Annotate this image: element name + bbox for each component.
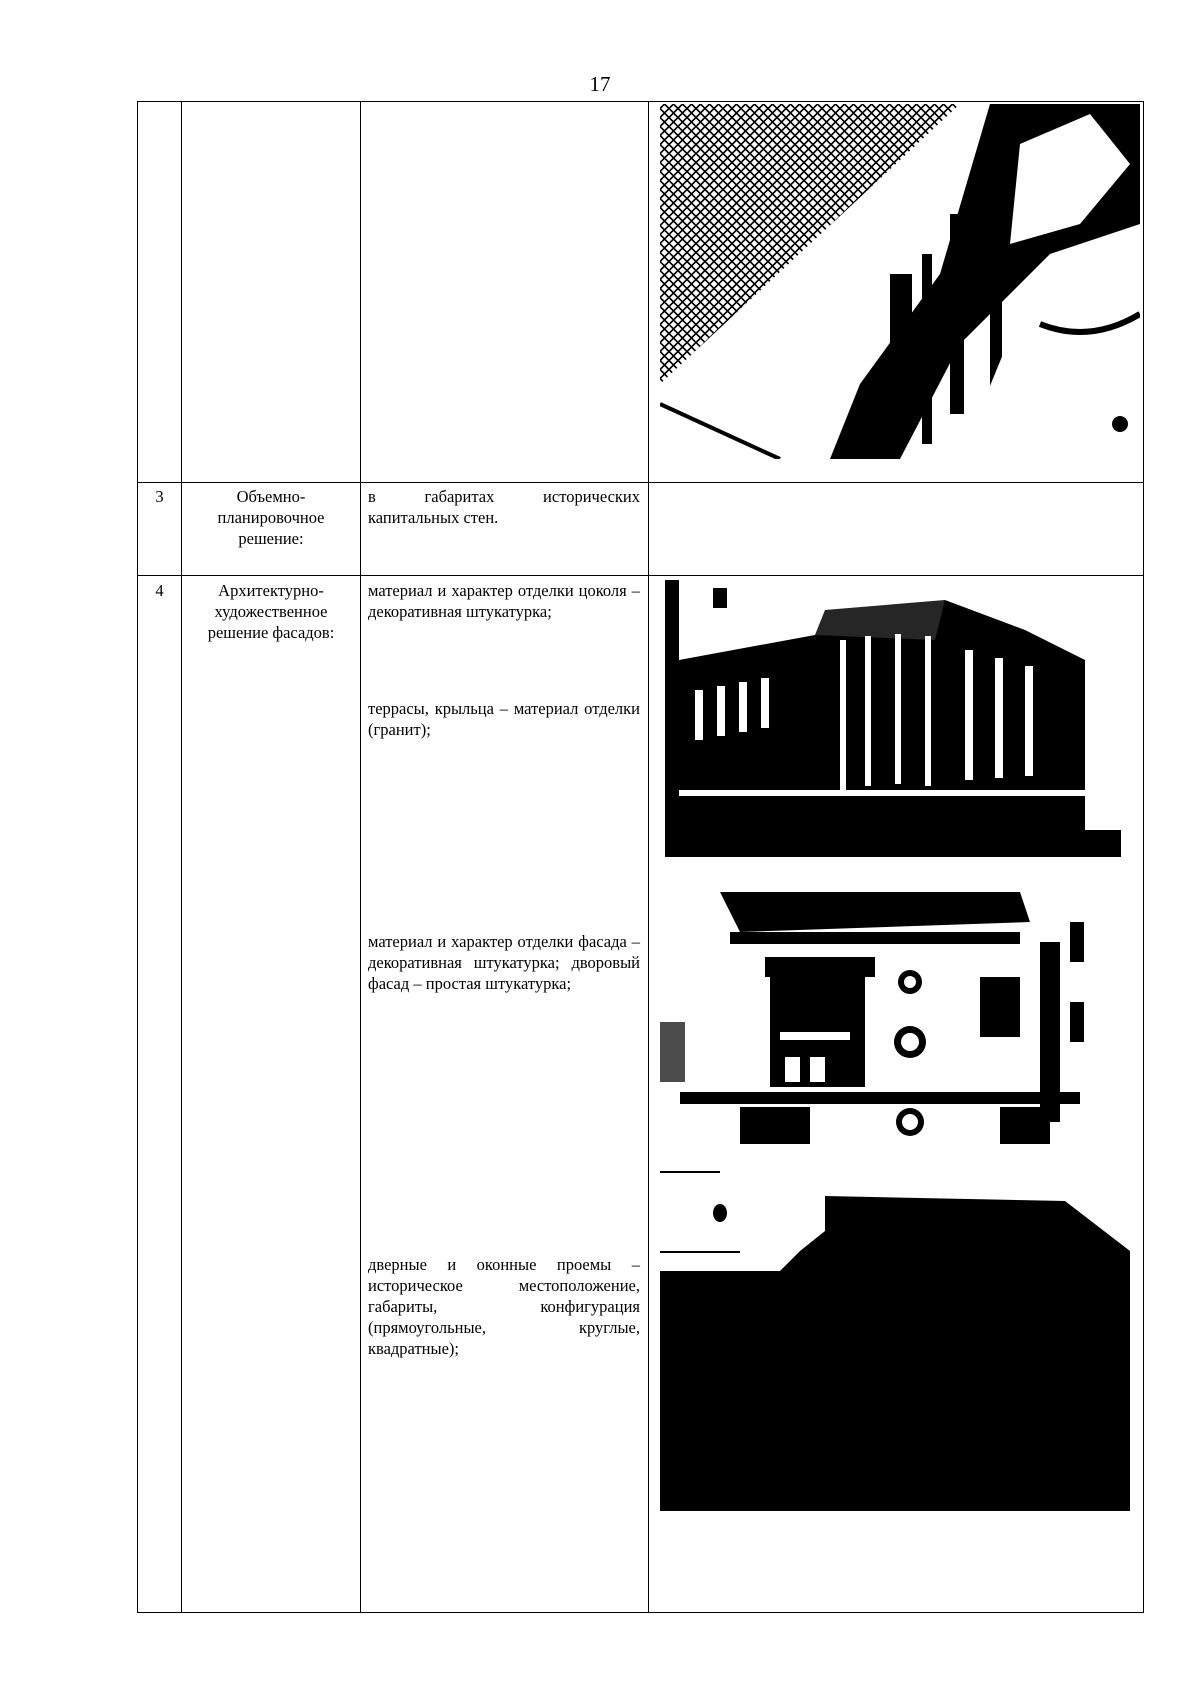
row-3-name: Объемно-планировочное решение: bbox=[217, 487, 325, 548]
row-4-item-openings: дверные и оконные проемы – историческое местоположение, габариты, конфигурация (прямоугольные, круглые, квадратные); bbox=[368, 1255, 640, 1358]
photo-facade-openings bbox=[660, 1171, 1130, 1511]
page-number: 17 bbox=[589, 72, 611, 96]
row-3-description: в габаритах исторических капитальных стен. bbox=[368, 487, 640, 527]
photo-facade-round-windows bbox=[660, 882, 1130, 1144]
photo-building-street-view bbox=[665, 580, 1121, 857]
row-4-name: Архитектурно-художественное решение фасадов: bbox=[207, 581, 335, 642]
row-divider bbox=[138, 575, 1143, 576]
column-divider bbox=[360, 102, 361, 1612]
monument-table bbox=[137, 101, 1144, 1613]
row-4-item-plinth: материал и характер отделки цоколя – декоративная штукатурка; bbox=[368, 581, 640, 621]
row-4-number: 4 bbox=[155, 581, 164, 600]
column-divider bbox=[181, 102, 182, 1612]
row-3-number: 3 bbox=[155, 487, 164, 506]
row-4-item-facade: материал и характер отделки фасада – декоративная штукатурка; дворовый фасад – простая штукатурка; bbox=[368, 932, 640, 993]
column-divider bbox=[648, 102, 649, 1612]
row-4-item-terraces: террасы, крыльца – материал отделки (гранит); bbox=[368, 699, 640, 739]
row-divider bbox=[138, 482, 1143, 483]
photo-facade-detail-scaffold bbox=[660, 104, 1140, 459]
